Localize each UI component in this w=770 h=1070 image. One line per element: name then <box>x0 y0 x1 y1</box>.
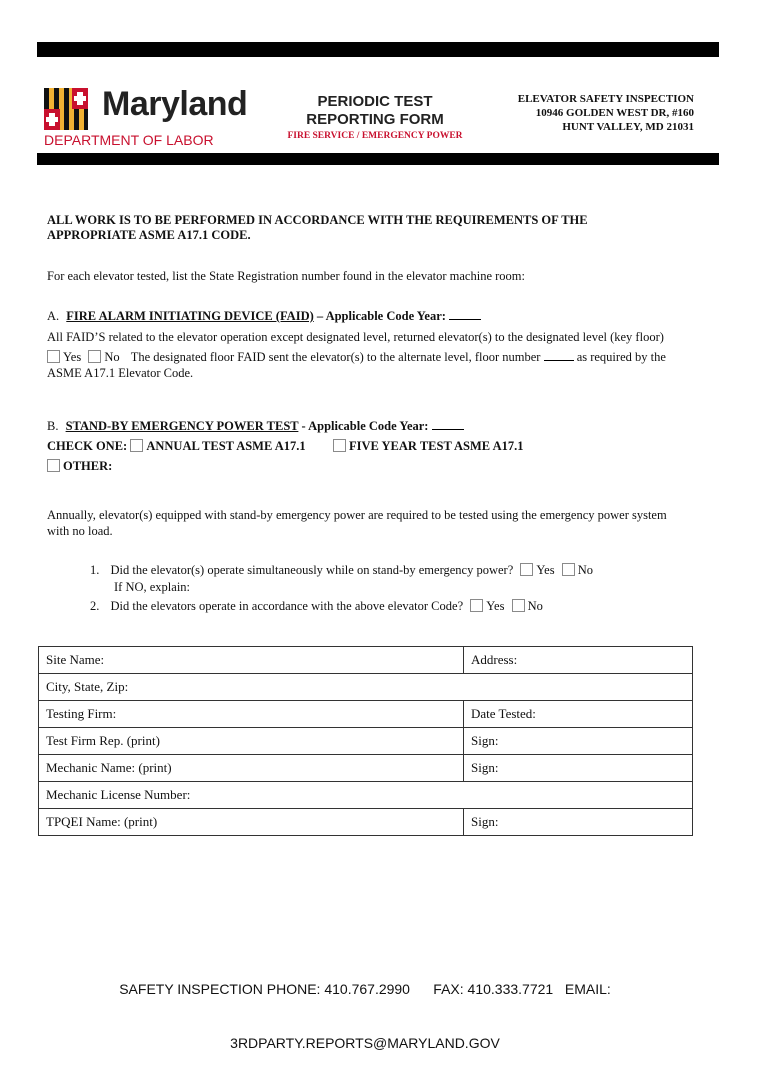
maryland-flag-icon <box>44 88 100 130</box>
question-2-yes-label: Yes <box>486 599 505 613</box>
section-a-no-label: No <box>104 350 120 364</box>
logo-wordmark: Maryland <box>102 85 248 123</box>
section-a-faid-row <box>47 350 666 365</box>
header-bottom-bar <box>37 153 719 165</box>
notice-line-2: APPROPRIATE ASME A17.1 CODE. <box>47 228 251 242</box>
question-1-yes-checkbox[interactable] <box>520 563 533 576</box>
notice-line-1: ALL WORK IS TO BE PERFORMED IN ACCORDANCE WITH THE REQUIREMENTS OF THE <box>47 213 588 227</box>
question-2-number: 2. <box>90 599 100 613</box>
page-footer <box>0 944 730 1070</box>
site-information-table <box>38 646 693 836</box>
question-2-no-label: No <box>527 599 543 613</box>
table-row <box>39 782 693 809</box>
table-row <box>39 809 693 836</box>
footer-email-line: 3RDPARTY.REPORTS@MARYLAND.GOV <box>230 1035 500 1051</box>
question-2-text: Did the elevators operate in accordance with the above elevator Code? <box>110 599 464 613</box>
other-checkbox[interactable] <box>47 459 60 472</box>
address-field[interactable]: Address: <box>464 647 693 674</box>
five-year-option <box>333 439 523 454</box>
question-1-no-checkbox[interactable] <box>562 563 575 576</box>
table-row <box>39 674 693 701</box>
check-one-label: CHECK ONE: <box>47 439 128 453</box>
address-line-3: HUNT VALLEY, MD 21031 <box>562 121 694 133</box>
section-a-code-year-blank[interactable] <box>449 309 481 320</box>
question-1-yes-label: Yes <box>536 563 555 577</box>
section-a-title: FIRE ALARM INITIATING DEVICE (FAID) <box>66 309 314 323</box>
site-name-field[interactable]: Site Name: <box>39 647 464 674</box>
table-row <box>39 701 693 728</box>
requirements-notice <box>47 213 588 243</box>
mechanic-license-field[interactable]: Mechanic License Number: <box>39 782 693 809</box>
annual-test-paragraph <box>47 507 667 539</box>
question-2 <box>90 599 543 614</box>
form-subtitle: FIRE SERVICE / EMERGENCY POWER <box>287 131 463 141</box>
five-year-test-checkbox[interactable] <box>333 439 346 452</box>
section-b-code-year-blank[interactable] <box>432 419 464 430</box>
test-firm-rep-field[interactable]: Test Firm Rep. (print) <box>39 728 464 755</box>
section-a-description: All FAID’S related to the elevator operation except designated level, returned elevator(s) to the designated level (key floor) <box>47 330 664 344</box>
five-year-test-label: FIVE YEAR TEST ASME A17.1 <box>349 439 524 453</box>
tpqei-name-field[interactable]: TPQEI Name: (print) <box>39 809 464 836</box>
section-a-floor-blank[interactable] <box>544 350 574 361</box>
form-title-line-1: PERIODIC TEST <box>317 93 433 110</box>
table-row <box>39 728 693 755</box>
section-a-yes-label: Yes <box>63 350 82 364</box>
annual-paragraph-line-1: Annually, elevator(s) equipped with stand-by emergency power are required to be tested using the emergency power system <box>47 508 667 522</box>
section-b-title: STAND-BY EMERGENCY POWER TEST <box>65 419 299 433</box>
annual-test-checkbox[interactable] <box>130 439 143 452</box>
tpqei-sign-field[interactable]: Sign: <box>464 809 693 836</box>
section-b-heading <box>47 419 464 434</box>
logo-department: DEPARTMENT OF LABOR <box>44 132 214 148</box>
table-row <box>39 755 693 782</box>
annual-test-label: ANNUAL TEST ASME A17.1 <box>146 439 306 453</box>
registration-instruction: For each elevator tested, list the State Registration number found in the elevator machine room: <box>47 269 525 283</box>
maryland-logo <box>44 85 259 150</box>
question-1-text: Did the elevator(s) operate simultaneously while on stand-by emergency power? <box>110 563 514 577</box>
section-a-yes-checkbox[interactable] <box>47 350 60 363</box>
city-state-zip-field[interactable]: City, State, Zip: <box>39 674 693 701</box>
section-a-code-ref: ASME A17.1 Elevator Code. <box>47 366 194 380</box>
header-top-bar <box>37 42 719 57</box>
section-a-statement: The designated floor FAID sent the elevator(s) to the alternate level, floor number <box>130 350 541 364</box>
other-label: OTHER: <box>63 459 113 473</box>
question-1-number: 1. <box>90 563 100 577</box>
question-1-no-label: No <box>577 563 593 577</box>
footer-contact-line: SAFETY INSPECTION PHONE: 410.767.2990 FAX: 410.333.7721 EMAIL: <box>119 981 611 997</box>
mechanic-sign-field[interactable]: Sign: <box>464 755 693 782</box>
table-row <box>39 647 693 674</box>
section-a-letter: A. <box>47 309 60 323</box>
section-b-code-year-label: - Applicable Code Year: <box>298 419 429 433</box>
section-b-letter: B. <box>47 419 59 433</box>
question-1 <box>90 563 593 578</box>
section-a-code-year-label: – Applicable Code Year: <box>313 309 446 323</box>
form-title-line-2: REPORTING FORM <box>306 111 444 128</box>
testing-firm-field[interactable]: Testing Firm: <box>39 701 464 728</box>
question-1-explain: If NO, explain: <box>114 580 191 594</box>
form-title <box>280 93 470 129</box>
section-a-statement-cont: as required by the <box>576 350 666 364</box>
question-2-yes-checkbox[interactable] <box>470 599 483 612</box>
section-a-heading <box>47 309 481 324</box>
other-option <box>47 459 112 474</box>
mechanic-name-field[interactable]: Mechanic Name: (print) <box>39 755 464 782</box>
section-a-no-checkbox[interactable] <box>88 350 101 363</box>
check-one-row <box>47 439 306 454</box>
question-2-no-checkbox[interactable] <box>512 599 525 612</box>
test-firm-rep-sign-field[interactable]: Sign: <box>464 728 693 755</box>
office-address <box>518 92 694 134</box>
address-line-2: 10946 GOLDEN WEST DR, #160 <box>535 107 694 119</box>
date-tested-field[interactable]: Date Tested: <box>464 701 693 728</box>
annual-paragraph-line-2: with no load. <box>47 524 113 538</box>
address-line-1: ELEVATOR SAFETY INSPECTION <box>517 93 694 105</box>
